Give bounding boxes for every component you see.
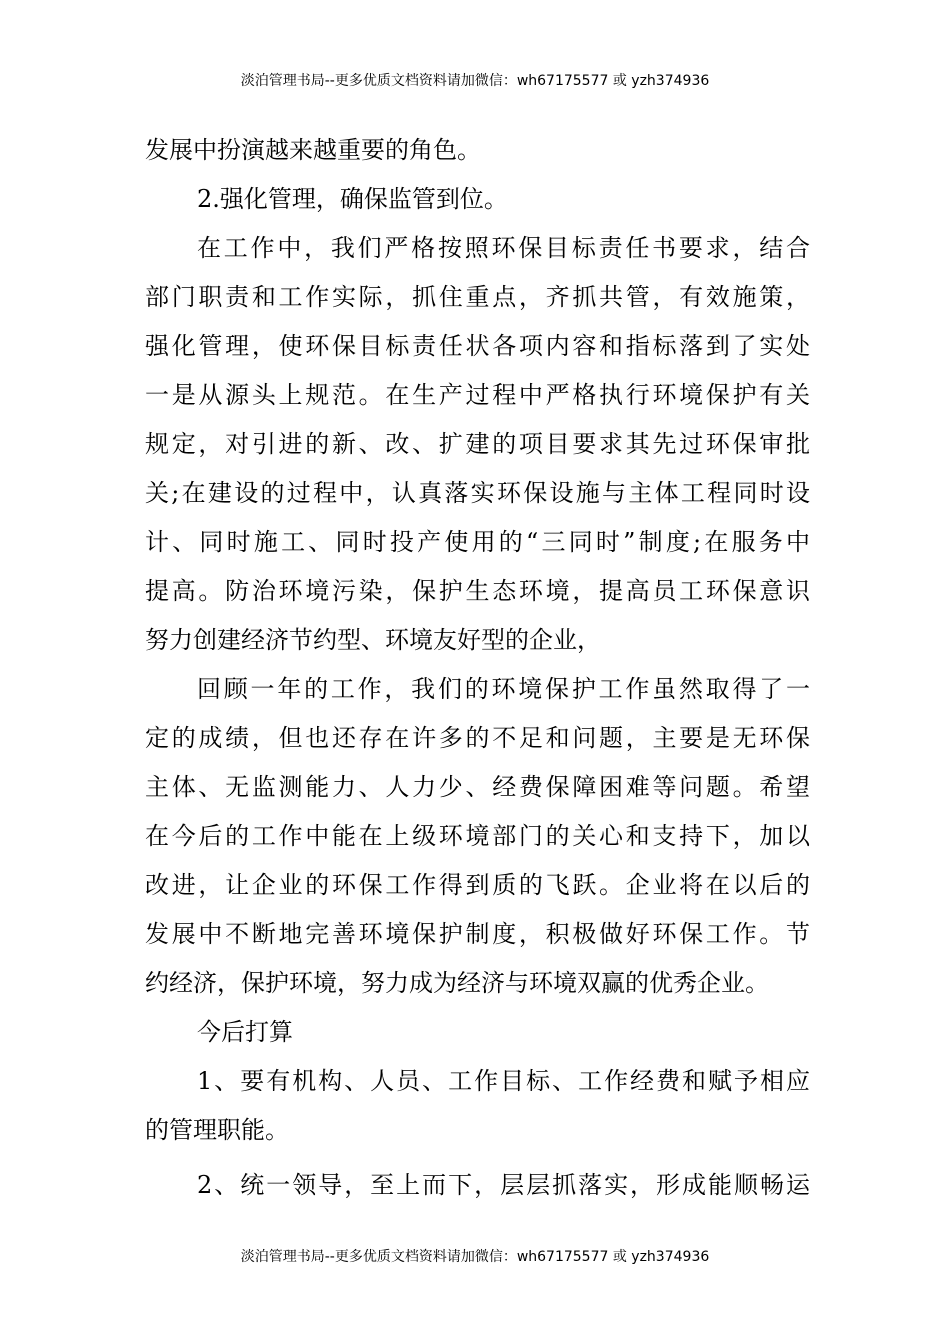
- paragraph-line: 计、同时施工、同时投产使用的“三同时”制度;在服务中: [145, 528, 810, 556]
- paragraph-line: 规定，对引进的新、改、扩建的项目要求其先过环保审批: [145, 430, 810, 458]
- paragraph-line: 在工作中，我们严格按照环保目标责任书要求，结合: [197, 234, 810, 262]
- paragraph-line: 发展中不断地完善环境保护制度，积极做好环保工作。节: [145, 920, 810, 948]
- paragraph-line: 强化管理，使环保目标责任状各项内容和指标落到了实处: [145, 332, 810, 360]
- list-item-line: 的管理职能。: [145, 1116, 289, 1144]
- paragraph-line: 发展中扮演越来越重要的角色。: [145, 136, 481, 164]
- page-footer: 淡泊管理书局--更多优质文档资料请加微信：wh67175577 或 yzh374936: [240, 1249, 710, 1265]
- paragraph-line: 一是从源头上规范。在生产过程中严格执行环境保护有关: [145, 381, 810, 409]
- document-body: [145, 126, 810, 1210]
- list-item-line: 1、要有机构、人员、工作目标、工作经费和赋予相应: [197, 1067, 810, 1095]
- page-header: 淡泊管理书局--更多优质文档资料请加微信：wh67175577 或 yzh374936: [240, 73, 710, 89]
- paragraph-line: 部门职责和工作实际，抓住重点，齐抓共管，有效施策，: [145, 283, 810, 311]
- paragraph-line: 回顾一年的工作，我们的环境保护工作虽然取得了一: [197, 675, 810, 703]
- list-item-line: 2、统一领导，至上而下，层层抓落实，形成能顺畅运: [197, 1171, 810, 1199]
- section-heading: 2.强化管理，确保监管到位。: [197, 185, 508, 213]
- paragraph-line: 约经济，保护环境，努力成为经济与环境双赢的优秀企业。: [145, 969, 769, 997]
- paragraph-line: 主体、无监测能力、人力少、经费保障困难等问题。希望: [145, 773, 810, 801]
- paragraph-line: 提高。防治环境污染，保护生态环境，提高员工环保意识: [145, 577, 810, 605]
- paragraph-line: 定的成绩，但也还存在许多的不足和问题，主要是无环保: [145, 724, 810, 752]
- section-heading: 今后打算: [197, 1018, 293, 1046]
- paragraph-line: 努力创建经济节约型、环境友好型的企业，: [145, 626, 601, 654]
- paragraph-line: 改进，让企业的环保工作得到质的飞跃。企业将在以后的: [145, 871, 810, 899]
- paragraph-line: 在今后的工作中能在上级环境部门的关心和支持下，加以: [145, 822, 810, 850]
- paragraph-line: 关;在建设的过程中，认真落实环保设施与主体工程同时设: [145, 479, 810, 507]
